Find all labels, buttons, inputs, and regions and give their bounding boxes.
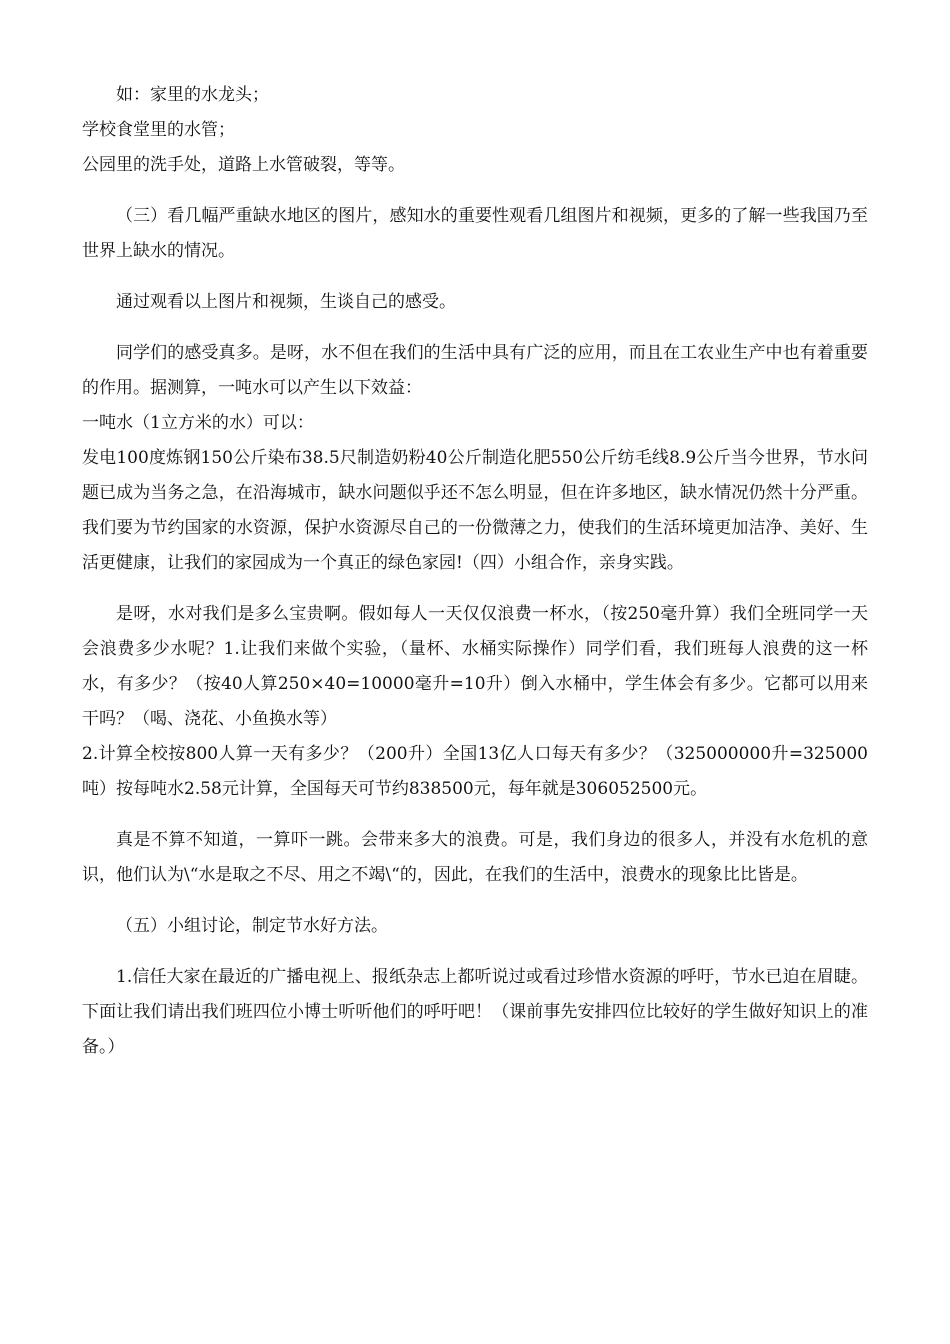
paragraph-feelings: 通过观看以上图片和视频，生谈自己的感受。 <box>116 292 456 312</box>
paragraph-example-canteen: 学校食堂里的水管； <box>82 120 235 140</box>
document-body <box>82 78 868 1065</box>
paragraph-one-ton: 一吨水（1立方米的水）可以： <box>82 413 314 433</box>
paragraph-example-park: 公园里的洗手处，道路上水管破裂，等等。 <box>82 155 405 175</box>
paragraph-importance: 同学们的感受真多。是呀，水不但在我们的生活中具有广泛的应用，而且在工农业生产中也有着重要的作用。据测算，一吨水可以产生以下效益： <box>82 343 868 398</box>
paragraph-section-five: （五）小组讨论，制定节水好方法。 <box>116 916 388 936</box>
paragraph-calculation: 2.计算全校按800人算一天有多少？（200升）全国13亿人口每天有多少？（325000000升=325000吨）按每吨水2.58元计算，全国每天可节约838500元，每年就是306052500元。 <box>82 744 868 799</box>
paragraph-section-three: （三）看几幅严重缺水地区的图片，感知水的重要性观看几组图片和视频，更多的了解一些我国乃至世界上缺水的情况。 <box>82 206 868 261</box>
paragraph-experiment: 是呀，水对我们是多么宝贵啊。假如每人一天仅仅浪费一杯水，（按250毫升算）我们全班同学一天会浪费多少水呢？1.让我们来做个实验，（量杯、水桶实际操作）同学们看，我们班每人浪费的这一杯水，有多少？（按40人算250×40=10000毫升=10升）倒入水桶中，学生体会有多少。它都可以用来干吗？（喝、浇花、小鱼换水等） <box>82 604 868 729</box>
paragraph-benefits: 发电100度炼钢150公斤染布38.5尺制造奶粉40公斤制造化肥550公斤纺毛线8.9公斤当今世界，节水问题已成为当务之急，在沿海城市，缺水问题似乎还不怎么明显，但在许多地区，缺水情况仍然十分严重。我们要为节约国家的水资源，保护水资源尽自己的一份微薄之力，使我们的生活环境更加洁净、美好、生活更健康，让我们的家园成为一个真正的绿色家园!（四）小组合作，亲身实践。 <box>82 448 868 573</box>
paragraph-example-faucet: 如：家里的水龙头； <box>116 85 269 105</box>
paragraph-awareness: 真是不算不知道，一算吓一跳。会带来多大的浪费。可是，我们身边的很多人，并没有水危机的意识，他们认为\“水是取之不尽、用之不竭\“的，因此，在我们的生活中，浪费水的现象比比皆是。 <box>82 830 868 885</box>
paragraph-appeal: 1.信任大家在最近的广播电视上、报纸杂志上都听说过或看过珍惜水资源的呼吁，节水已迫在眉睫。下面让我们请出我们班四位小博士听听他们的呼吁吧！（课前事先安排四位比较好的学生做好知识上的准备。） <box>82 967 868 1057</box>
